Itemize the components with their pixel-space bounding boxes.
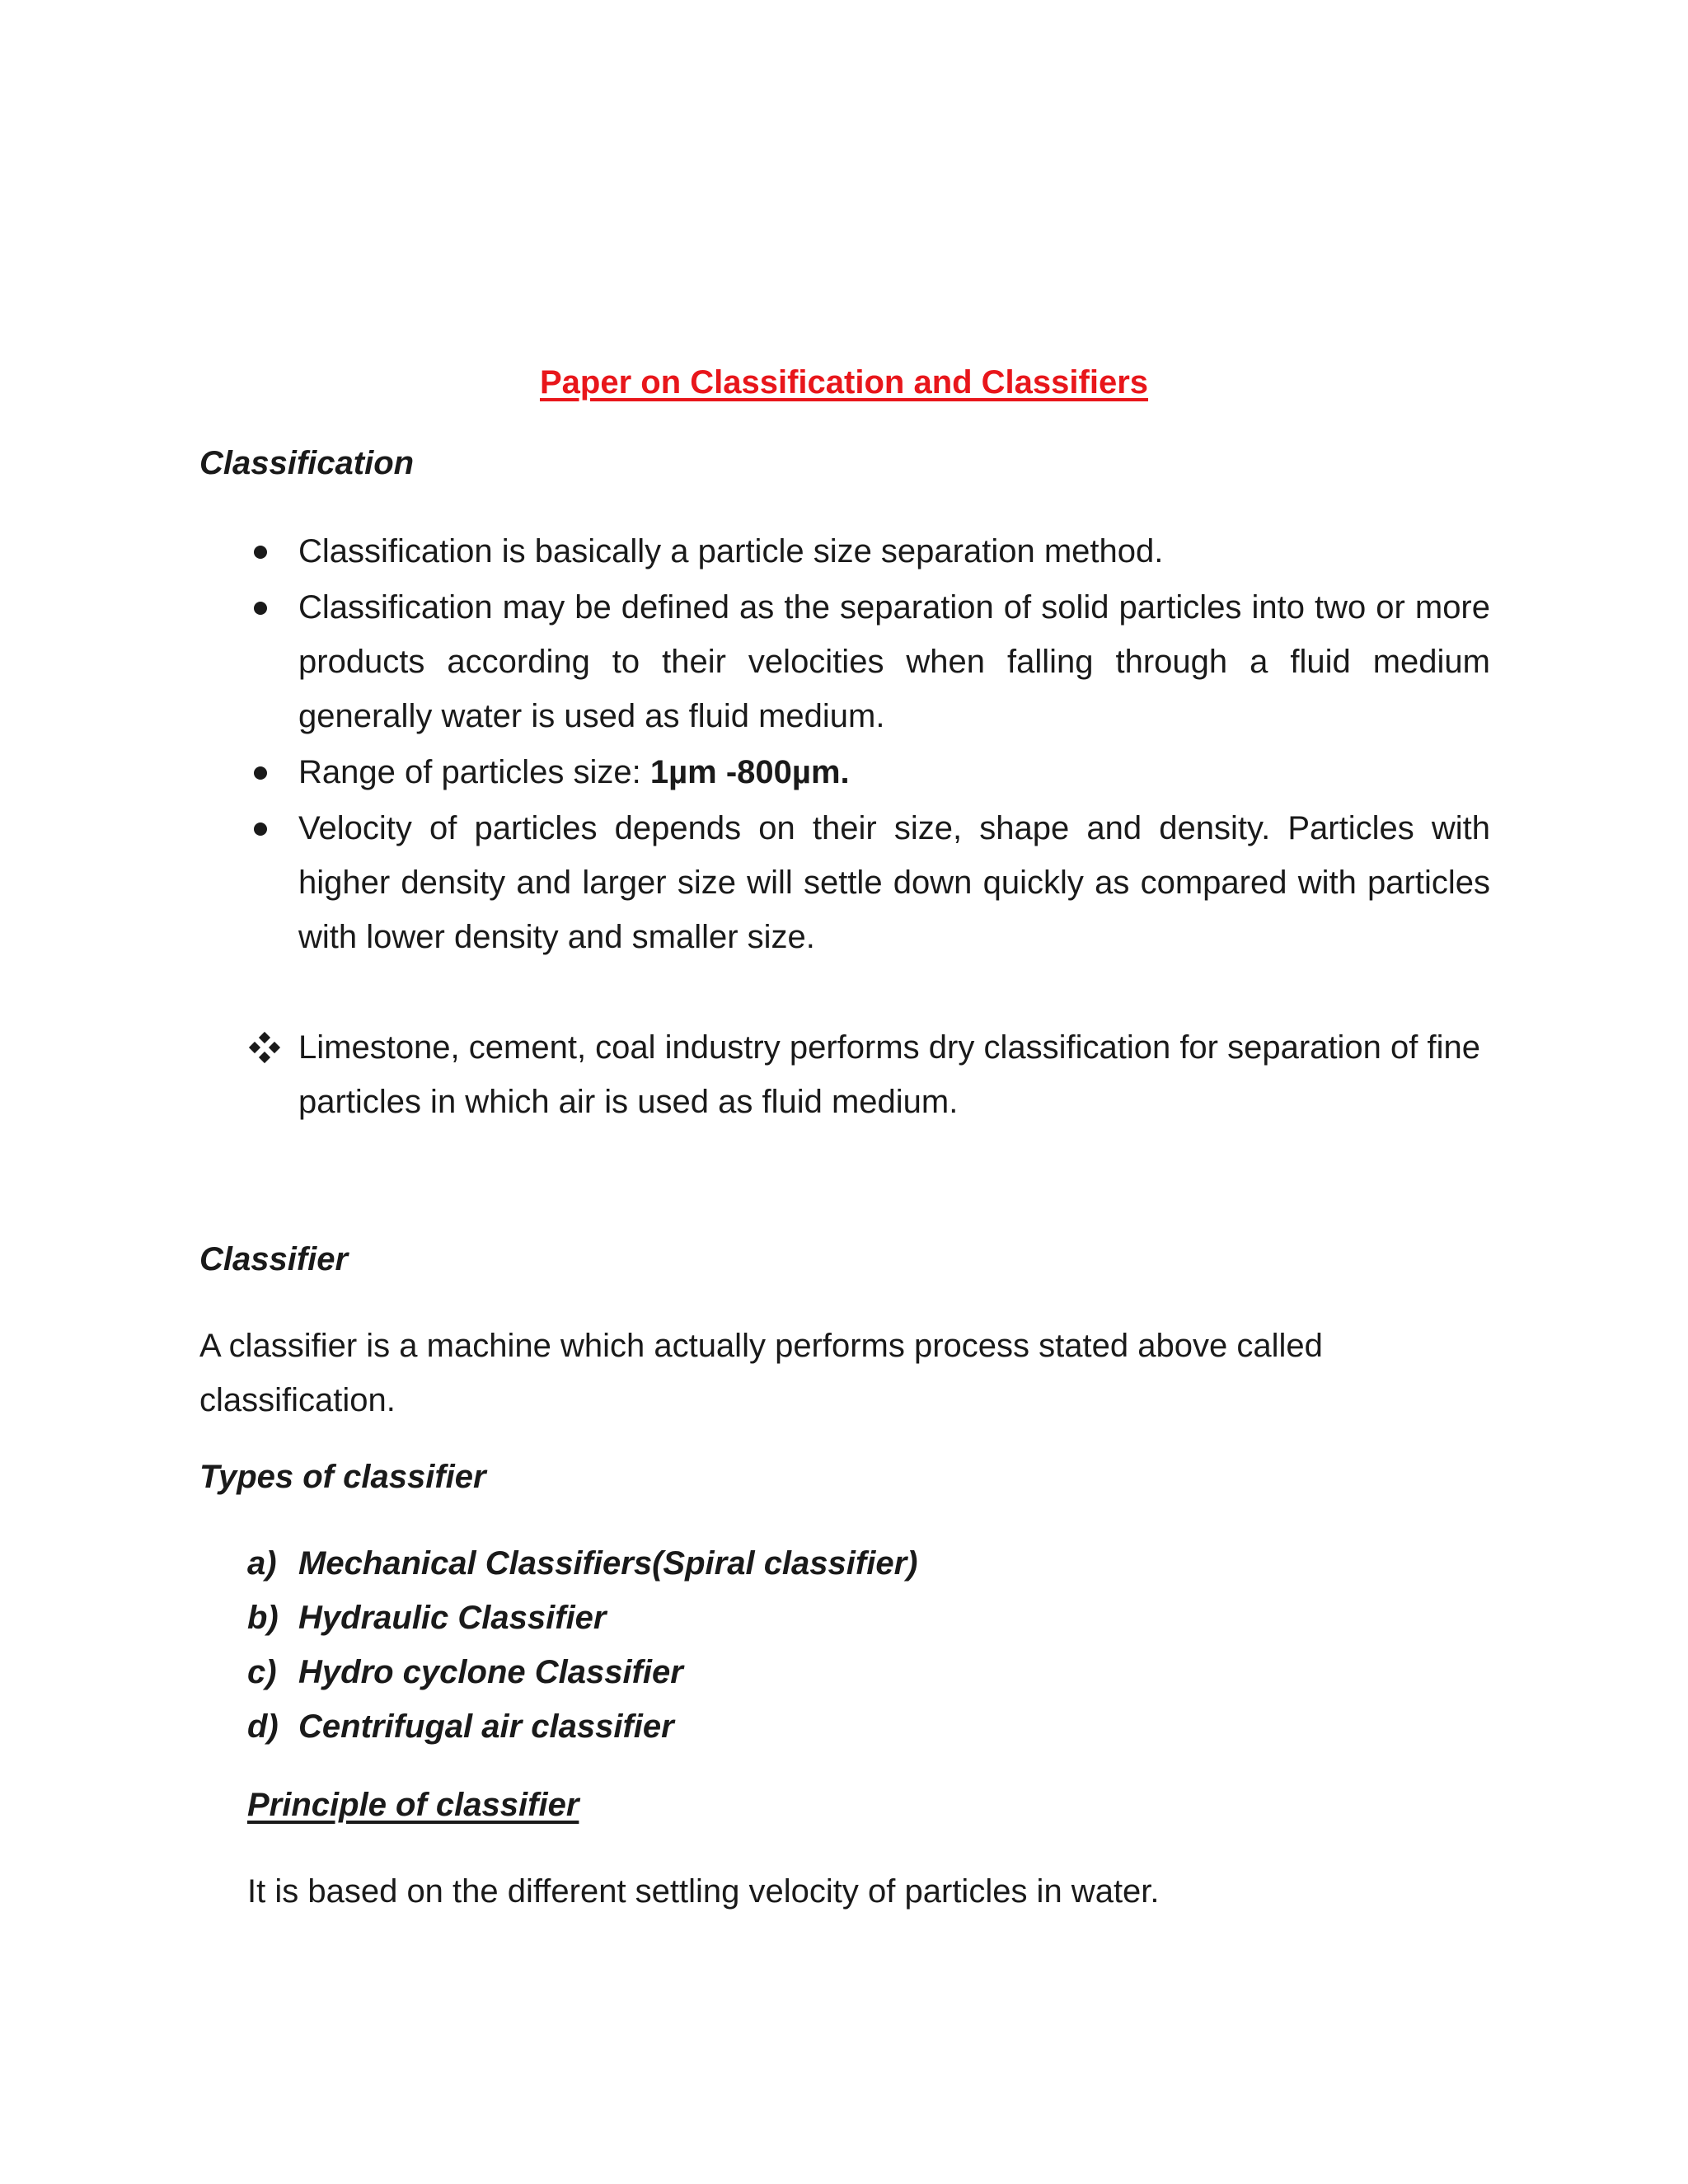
- list-item: [247, 524, 1492, 579]
- bullet-text: Classification is basically a particle size separation method.: [298, 533, 1164, 569]
- list-item: [247, 745, 1492, 799]
- note-item: [247, 1020, 1484, 1129]
- item-label: Hydro cyclone Classifier: [298, 1654, 683, 1690]
- item-letter: d): [247, 1708, 279, 1745]
- bullet-text: Classification may be defined as the separation of solid particles into two or more products according to their velocities when falling through a fluid medium generally water is used as fluid medium.: [298, 589, 1490, 734]
- document-title: Paper on Classification and Classifiers: [539, 364, 1149, 401]
- diamond-bullet-icon: [247, 1020, 288, 1075]
- principle-text: It is based on the different settling velocity of particles in water.: [247, 1873, 1160, 1910]
- classification-heading: Classification: [199, 445, 415, 481]
- item-label: Mechanical Classifiers(Spiral classifier): [298, 1545, 918, 1582]
- item-letter: a): [247, 1545, 277, 1582]
- note-text: Limestone, cement, coal industry performs dry classification for separation of fine particles in which air is used as fluid medium.: [298, 1029, 1480, 1120]
- principle-heading: Principle of classifier: [247, 1787, 579, 1823]
- bullet-text: [298, 745, 1490, 799]
- list-item: [247, 1699, 674, 1754]
- classifier-heading: Classifier: [199, 1241, 349, 1277]
- list-item: [247, 580, 1492, 743]
- bullet-text: Velocity of particles depends on their size, shape and density. Particles with higher density and larger size will settle down quickly as compared with particles with lower density and smaller size.: [298, 810, 1490, 955]
- range-prefix: Range of particles size:: [298, 754, 650, 790]
- list-item: [247, 1591, 607, 1645]
- item-label: Hydraulic Classifier: [298, 1600, 607, 1636]
- list-item: [247, 1536, 917, 1591]
- list-item: [247, 1645, 683, 1699]
- classifier-definition: A classifier is a machine which actually performs process stated above called classification.: [199, 1328, 1323, 1418]
- types-heading: Types of classifier: [199, 1459, 486, 1495]
- range-value: 1µm -800µm.: [649, 754, 850, 790]
- item-letter: b): [247, 1600, 279, 1636]
- item-letter: c): [247, 1654, 277, 1690]
- item-label: Centrifugal air classifier: [298, 1708, 674, 1745]
- list-item: [247, 801, 1492, 964]
